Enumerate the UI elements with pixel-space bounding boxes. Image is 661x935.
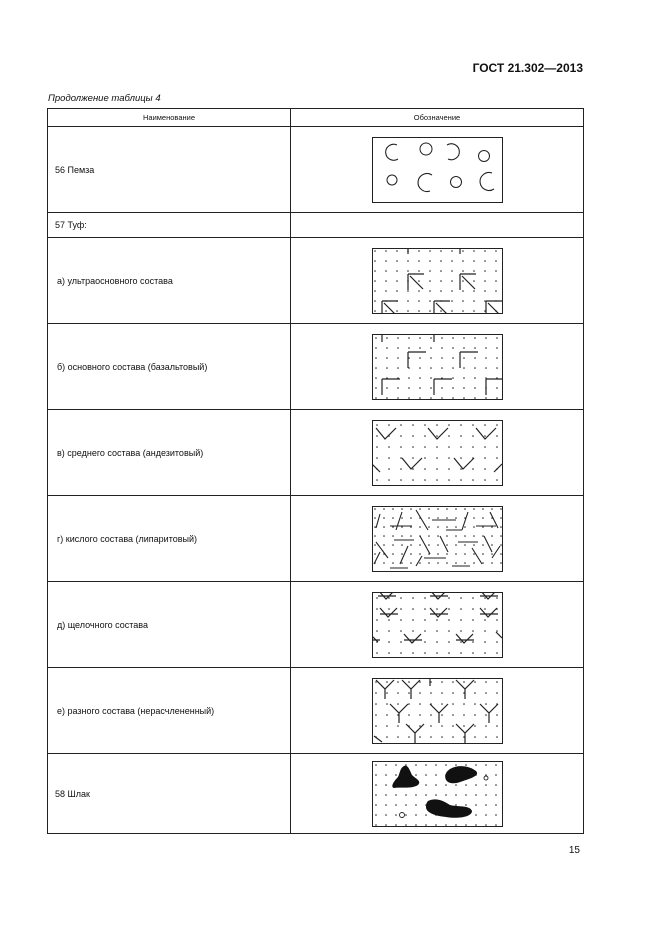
table-row [48,496,584,582]
row-symbol [291,754,584,834]
row-symbol [291,238,584,324]
row-name: б) основного состава (базальтовый) [48,324,291,410]
table-row [48,668,584,754]
row-symbol [291,410,584,496]
row-name: в) среднего состава (андезитовый) [48,410,291,496]
column-header-name: Наименование [48,109,291,127]
row-symbol [291,127,584,213]
row-name: 57 Туф: [48,213,291,238]
pumice-pattern [372,137,503,203]
page-number: 15 [568,845,580,856]
table-row [48,582,584,668]
table-row [48,213,584,238]
table-row [48,754,584,834]
tuff-ultrabasic-pattern [372,248,503,314]
tuff-alkaline-pattern [372,592,503,658]
row-symbol-empty [291,213,584,238]
row-symbol [291,582,584,668]
column-header-symbol: Обозначение [291,109,584,127]
legend-table [47,108,584,834]
row-name: 56 Пемза [48,127,291,213]
tuff-intermediate-pattern [372,420,503,486]
row-name: г) кислого состава (липаритовый) [48,496,291,582]
row-symbol [291,324,584,410]
table-row [48,410,584,496]
row-name: а) ультраосновного состава [48,238,291,324]
row-symbol [291,496,584,582]
table-row [48,127,584,213]
table-caption: Продолжение таблицы 4 [48,93,161,104]
tuff-mixed-pattern [372,678,503,744]
row-symbol [291,668,584,754]
table-header-row [48,109,584,127]
row-name: 58 Шлак [48,754,291,834]
row-name: д) щелочного состава [48,582,291,668]
table-row [48,238,584,324]
row-name: е) разного состава (нерасчлененный) [48,668,291,754]
slag-pattern [372,761,503,827]
tuff-basic-pattern [372,334,503,400]
table-row [48,324,584,410]
tuff-acid-pattern [372,506,503,572]
standard-code: ГОСТ 21.302—2013 [472,61,583,75]
